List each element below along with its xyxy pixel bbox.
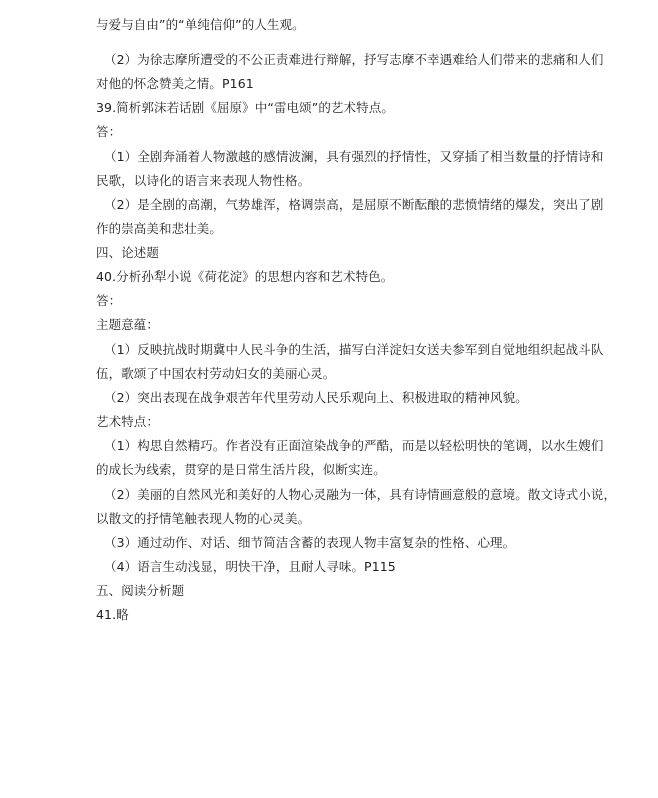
text-line: 民歌，以诗化的语言来表现人物性格。 xyxy=(96,173,311,188)
section-heading: 五、阅读分析题 xyxy=(96,583,185,598)
text-line: 41.略 xyxy=(96,607,129,622)
text-line: （2）为徐志摩所遭受的不公正责难进行辩解，抒写志摩不幸遇难给人们带来的悲痛和人们 xyxy=(104,52,604,67)
text-line: （2）突出表现在战争艰苦年代里劳动人民乐观向上、积极进取的精神风貌。 xyxy=(104,390,528,405)
text-line: 与爱与自由”的“单纯信仰”的人生观。 xyxy=(96,17,305,32)
text-line: 作的崇高美和悲壮美。 xyxy=(96,221,223,236)
text-line: （2）美丽的自然风光和美好的人物心灵融为一体，具有诗情画意般的意境。散文诗式小说， xyxy=(104,487,617,502)
text-line: 答： xyxy=(96,293,122,308)
text-line: 主题意蕴： xyxy=(96,317,160,332)
text-line: （1）全剧奔涌着人物激越的感情波澜，具有强烈的抒情性，又穿插了相当数量的抒情诗和 xyxy=(104,149,604,164)
section-heading: 四、论述题 xyxy=(96,245,160,260)
text-line: 伍，歌颂了中国农村劳动妇女的美丽心灵。 xyxy=(96,366,336,381)
text-line: （2）是全剧的高潮，气势雄浑，格调崇高，是屈原不断酝酿的悲愤情绪的爆发，突出了剧 xyxy=(104,197,604,212)
text-line: 艺术特点： xyxy=(96,414,160,429)
text-line: 答： xyxy=(96,124,122,139)
text-line: 以散文的抒情笔触表现人物的心灵美。 xyxy=(96,511,311,526)
text-line: 40.分析孙犁小说《荷花淀》的思想内容和艺术特色。 xyxy=(96,269,394,284)
text-line: 39.简析郭沫若话剧《屈原》中“雷电颂”的艺术特点。 xyxy=(96,100,394,115)
text-line: （1）反映抗战时期冀中人民斗争的生活，描写白洋淀妇女送夫参军到自觉地组织起战斗队 xyxy=(104,342,604,357)
text-line: 的成长为线索，贯穿的是日常生活片段，似断实连。 xyxy=(96,462,386,477)
text-line: （3）通过动作、对话、细节简洁含蓄的表现人物丰富复杂的性格、心理。 xyxy=(104,535,516,550)
text-line: （1）构思自然精巧。作者没有正面渲染战争的严酷，而是以轻松明快的笔调，以水生嫂们 xyxy=(104,438,604,453)
text-line: 对他的怀念赞美之情。P161 xyxy=(96,76,254,91)
text-line: （4）语言生动浅显，明快干净，且耐人寻味。P115 xyxy=(104,559,396,574)
